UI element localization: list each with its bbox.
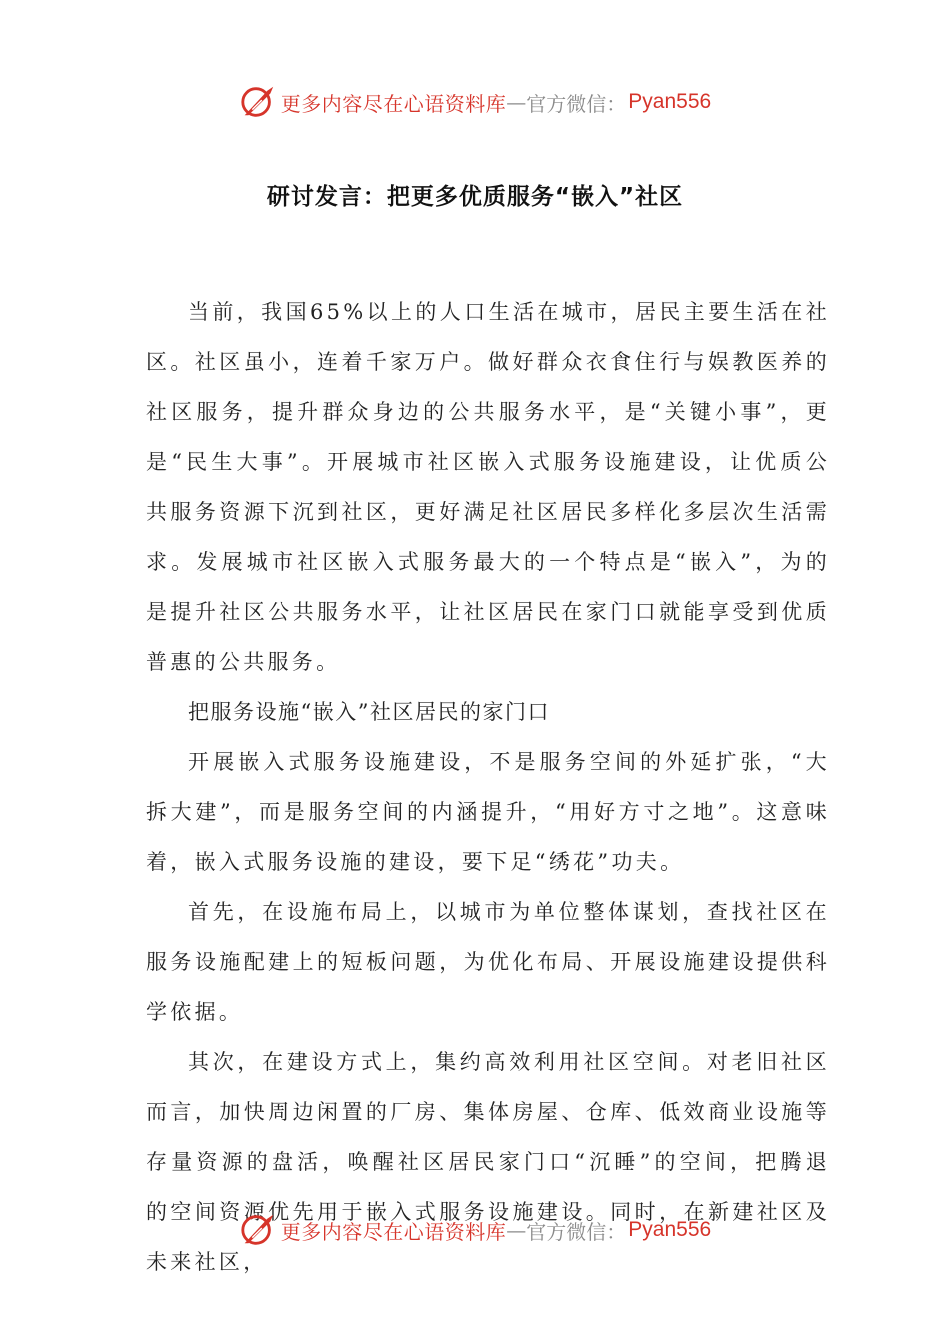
paragraph: 开展嵌入式服务设施建设，不是服务空间的外延扩张，“大拆大建”，而是服务空间的内涵提升，“用好方寸之地”。这意味着，嵌入式服务设施的建设，要下足“绣花”功夫。 [146,750,830,874]
banner-wechat-id: Pyan556 [628,1218,712,1241]
document-body [146,287,830,1287]
banner-side-text: 官方微信： [526,1219,627,1244]
section-heading: 把服务设施“嵌入”社区居民的家门口 [188,700,550,724]
banner-wechat-id: Pyan556 [628,90,712,113]
quill-logo-icon [239,83,277,121]
header-banner [0,82,950,122]
paragraph: 其次，在建设方式上，集约高效利用社区空间。对老旧社区而言，加快周边闲置的厂房、集体房屋、仓库、低效商业设施等存量资源的盘活，唤醒社区居民家门口“沉睡”的空间，把腾退的空间资源优先用于嵌入式服务设施建设。同时，在新建社区及未来社区， [146,1050,830,1274]
banner-side-text: 官方微信： [526,91,627,116]
banner-dash: — [506,90,527,114]
quill-logo-icon [239,1211,277,1249]
banner-dash: — [506,1218,527,1242]
paragraph: 首先，在设施布局上，以城市为单位整体谋划，查找社区在服务设施配建上的短板问题，为优化布局、开展设施建设提供科学依据。 [146,900,830,1024]
footer-banner [0,1210,950,1250]
banner-main-text: 更多内容尽在心语资料库 [280,91,507,116]
paragraph: 当前，我国65%以上的人口生活在城市，居民主要生活在社区。社区虽小，连着千家万户。做好群众衣食住行与娱教医养的社区服务，提升群众身边的公共服务水平，是“关键小事”，更是“民生大事”。开展城市社区嵌入式服务设施建设，让优质公共服务资源下沉到社区，更好满足社区居民多样化多层次生活需求。发展城市社区嵌入式服务最大的一个特点是“嵌入”，为的是提升社区公共服务水平，让社区居民在家门口就能享受到优质普惠的公共服务。 [146,300,830,674]
document-title: 研讨发言：把更多优质服务“嵌入”社区 [266,184,684,210]
banner-main-text: 更多内容尽在心语资料库 [280,1219,507,1244]
